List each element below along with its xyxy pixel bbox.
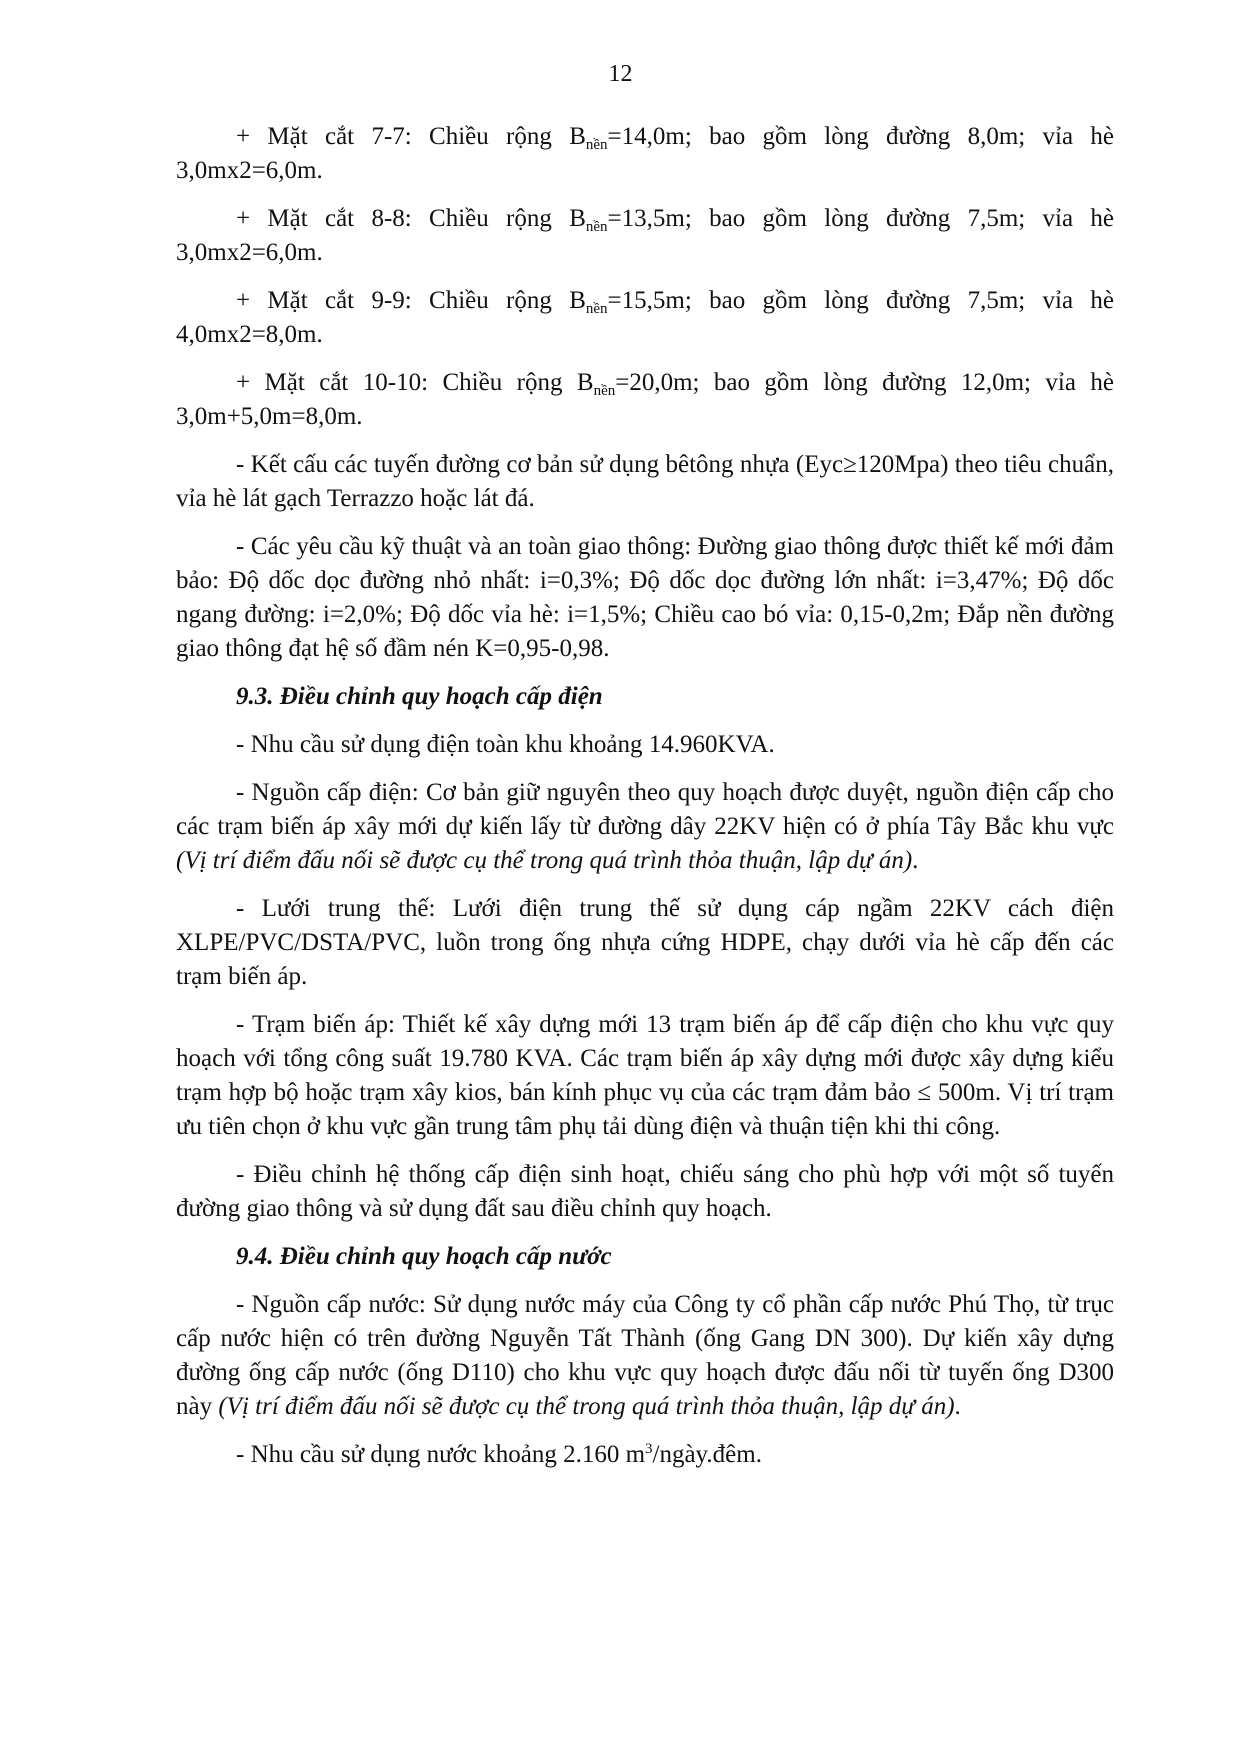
superscript: 3 <box>645 1441 653 1457</box>
technical-requirements-paragraph: - Các yêu cầu kỹ thuật và an toàn giao thông: Đường giao thông được thiết kế mới đảm bảo: Độ dốc dọc đường nhỏ nhất: i=0,3%; Độ dốc dọc đường lớn nhất: i=3,47%; Độ dốc ngang đường: i=2,0%; Độ dốc vỉa hè: i=1,5%; Chiều cao bó vỉa: 0,15-0,2m; Đắp nền đường giao thông đạt hệ số đầm nén K=0,95-0,98. <box>176 533 1114 662</box>
subscript: nền <box>585 219 608 235</box>
punctuation: . <box>912 847 919 874</box>
cross-section-text: + Mặt cắt 8-8: Chiều rộng B <box>236 205 586 232</box>
water-demand-paragraph <box>176 1438 1114 1472</box>
power-demand-paragraph: - Nhu cầu sử dụng điện toàn khu khoảng 14.960KVA. <box>236 731 775 758</box>
subscript: nền <box>593 383 616 399</box>
cross-section-10-10 <box>176 366 1114 434</box>
cross-section-text: =15,5m; bao gồm lòng đường 7,5m; vỉa hè 4,0mx2=8,0m. <box>176 287 1115 348</box>
subscript: nền <box>585 301 608 317</box>
section-heading-water: 9.4. Điều chỉnh quy hoạch cấp nước <box>236 1243 612 1270</box>
cross-section-7-7 <box>176 120 1114 188</box>
cross-section-8-8 <box>176 202 1114 270</box>
document-body <box>176 120 1114 1486</box>
water-source-paragraph <box>176 1288 1114 1424</box>
medium-voltage-paragraph: - Lưới trung thế: Lưới điện trung thế sử dụng cáp ngầm 22KV cách điện XLPE/PVC/DSTA/PVC, luồn trong ống nhựa cứng HDPE, chạy dưới vỉa hè cấp đến các trạm biến áp. <box>176 895 1114 990</box>
page-number: 12 <box>608 61 633 87</box>
power-source-text: - Nguồn cấp điện: Cơ bản giữ nguyên theo quy hoạch được duyệt, nguồn điện cấp cho các trạm biến áp xây mới dự kiến lấy từ đường dây 22KV hiện có ở phía Tây Bắc khu vực <box>176 779 1114 840</box>
punctuation: . <box>954 1393 961 1420</box>
water-source-note: (Vị trí điểm đấu nối sẽ được cụ thể trong quá trình thỏa thuận, lập dự án) <box>218 1393 955 1420</box>
power-source-paragraph <box>176 776 1114 878</box>
cross-section-text: + Mặt cắt 10-10: Chiều rộng B <box>236 369 594 396</box>
cross-section-9-9 <box>176 284 1114 352</box>
water-demand-unit: /ngày.đêm. <box>652 1441 762 1468</box>
power-adjustment-paragraph: - Điều chỉnh hệ thống cấp điện sinh hoạt, chiếu sáng cho phù hợp với một số tuyến đường giao thông và sử dụng đất sau điều chỉnh quy hoạch. <box>176 1161 1114 1222</box>
substations-paragraph: - Trạm biến áp: Thiết kế xây dựng mới 13 trạm biến áp để cấp điện cho khu vực quy hoạch với tổng công suất 19.780 KVA. Các trạm biến áp xây dựng mới được xây dựng kiểu trạm hợp bộ hoặc trạm xây kios, bán kính phục vụ của các trạm đảm bảo ≤ 500m. Vị trí trạm ưu tiên chọn ở khu vực gần trung tâm phụ tải dùng điện và thuận tiện khi thi công. <box>176 1011 1114 1140</box>
cross-section-text: =14,0m; bao gồm lòng đường 8,0m; vỉa hè 3,0mx2=6,0m. <box>176 123 1115 184</box>
road-structure-paragraph: - Kết cấu các tuyến đường cơ bản sử dụng bêtông nhựa (Eyc≥120Mpa) theo tiêu chuẩn, vỉa hè lát gạch Terrazzo hoặc lát đá. <box>176 451 1114 512</box>
cross-section-text: =20,0m; bao gồm lòng đường 12,0m; vỉa hè 3,0m+5,0m=8,0m. <box>176 369 1114 430</box>
subscript: nền <box>585 137 608 153</box>
cross-section-text: + Mặt cắt 9-9: Chiều rộng B <box>236 287 586 314</box>
water-source-text: - Nguồn cấp nước: Sử dụng nước máy của Công ty cổ phần cấp nước Phú Thọ, từ trục cấp nước hiện có trên đường Nguyễn Tất Thành (ống Gang DN 300). Dự kiến xây dựng đường ống cấp nước (ống D110) cho khu vực quy hoạch được đấu nối từ tuyến ống D300 này <box>176 1291 1114 1420</box>
power-source-note: (Vị trí điểm đấu nối sẽ được cụ thể trong quá trình thỏa thuận, lập dự án) <box>176 847 913 874</box>
section-heading-power: 9.3. Điều chỉnh quy hoạch cấp điện <box>236 683 603 710</box>
water-demand-text: - Nhu cầu sử dụng nước khoảng 2.160 m <box>236 1441 646 1468</box>
cross-section-text: + Mặt cắt 7-7: Chiều rộng B <box>236 123 586 150</box>
cross-section-text: =13,5m; bao gồm lòng đường 7,5m; vỉa hè 3,0mx2=6,0m. <box>176 205 1115 266</box>
